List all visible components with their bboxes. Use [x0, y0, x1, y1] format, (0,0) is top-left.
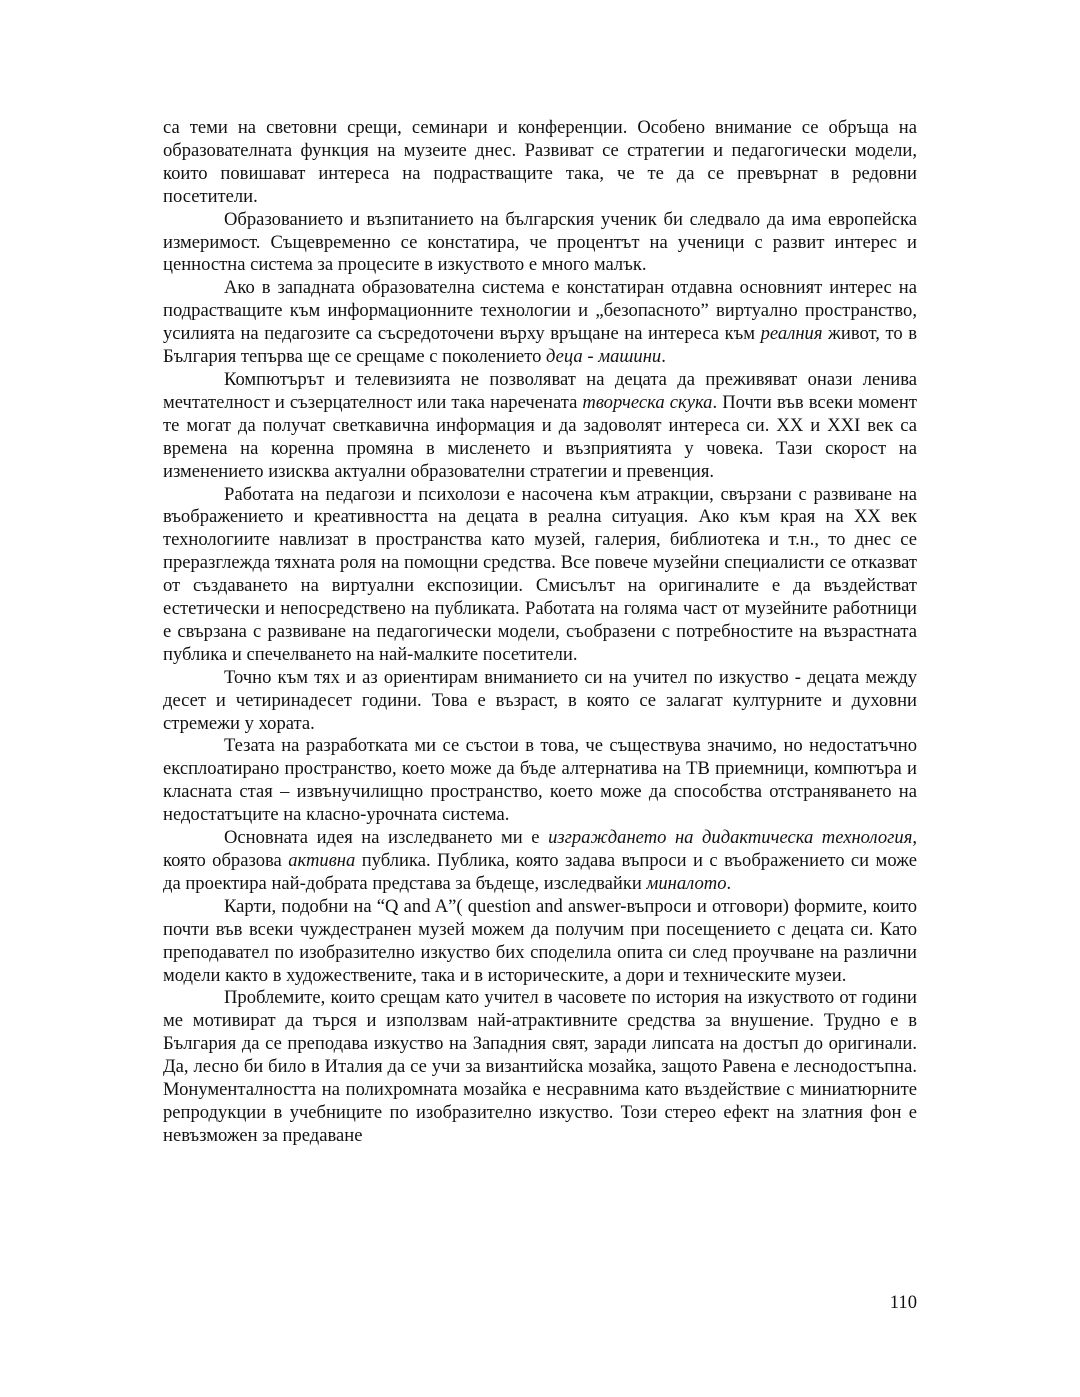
text-run: . Почти във всеки момент те могат да получат светкавична информация и да задоволят интереса си. XX и XXI век са времена на коренна промяна в мисленето и възприятията у човека. Тази скорост на изменението изисква актуални образователни стратегии и превенция.: [163, 391, 917, 482]
text-run: Компютърът и телевизията не позволяват на децата да преживяват онази ленива мечтателност и съзерцателност или така наречената: [163, 368, 917, 413]
paragraph: [163, 667, 917, 736]
text-run: са теми на световни срещи, семинари и конференции. Особено внимание се обръща на образователната функция на музеите днес. Развиват се стратегии и педагогически модели, които повишават интереса на подрастващите така, че те да се превърнат в редовни посетители.: [163, 117, 917, 207]
text-run: Тезата на разработката ми се състои в това, че съществува значимо, но недостатъчно експлоатирано пространство, което може да бъде алтернатива на ТВ приемници, компютъра и класната стая – извънучилищно пространство, което може да способства отстраняването на недостатъците на класно-урочната система.: [163, 735, 917, 826]
paragraph: [163, 209, 917, 278]
text-run: .: [661, 346, 666, 368]
emphasis-text: миналото: [646, 872, 727, 894]
text-run: Проблемите, които срещам като учител в часовете по история на изкуството от години ме мотивират да търся и използвам най-атрактивните средства за внушение. Трудно е в България да се преподава изкуство на Западния свят, заради липсата на достъп до оригинали. Да, лесно би било в Италия да се учи за византийска мозайка, защото Равена е леснодостъпна. Монументалността на полихромната мозайка е несравнима като въздействие с миниатюрните репродукции в учебниците по изобразително изкуство. Този стерео ефект на златния фон е невъзможен за предаване: [163, 987, 917, 1146]
emphasis-text: изграждането на дидактическа технология: [548, 827, 913, 849]
emphasis-text: активна: [288, 850, 356, 871]
page-body: [163, 117, 917, 1148]
paragraph: [163, 987, 917, 1147]
text-run: Ако в западната образователна система е констатиран отдавна основният интерес на подрастващите към информационните технологии и „безопасното” виртуално пространство, усилията на педагозите са съсредоточени върху връщане на интереса към: [163, 277, 917, 345]
text-run: Карти, подобни на “Q and A”( question and answer-въпроси и отговори) формите, които почти във всеки чуждестранен музей можем да получим при посещението с децата си. Като преподавател по изобразително изкуство бих споделила опита си след проучване на различни модели както в художествените, така и в историческите, а дори и техническите музеи.: [163, 895, 917, 986]
page-number: 110: [889, 1292, 917, 1313]
emphasis-text: деца - машини: [546, 346, 662, 368]
paragraph: [163, 369, 917, 484]
text-run: Образованието и възпитанието на българския ученик би следвало да има европейска измеримост. Същевременно се констатира, че процентът на ученици с развит интерес и ценностна система за процесите в изкуството е много малък.: [163, 208, 917, 276]
paragraph: [163, 277, 917, 369]
text-run: Точно към тях и аз ориентирам вниманието си на учител по изкуство - децата между десет и четиринадесет години. Това е възраст, в която се залагат културните и духовни стремежи у хората.: [163, 666, 917, 734]
emphasis-text: реалния: [760, 323, 823, 345]
paragraph: [163, 896, 917, 988]
text-run: , която образова: [163, 827, 917, 871]
paragraph: [163, 484, 917, 667]
text-run: Работата на педагози и психолози е насочена към атракции, свързани с развиване на въображението и креативността на децата в реална ситуация. Ако към края на XX век технологиите навлизат в пространства като музей, галерия, библиотека и т.н., то днес се преразглежда тяхната роля на помощни средства. Все повече музейни специалисти се отказват от създаването на виртуални експозиции. Смисълът на оригиналите е да въздействат естетически и непосредствено на публиката. Работата на голяма част от музейните работници е свързана с развиване на педагогически модели, съобразени с потребностите на възрастната публика и спечелването на най-малките посетители.: [163, 483, 917, 665]
text-run: Основната идея на изследването ми е: [224, 827, 549, 849]
paragraph: [163, 735, 917, 827]
text-run: .: [726, 872, 732, 894]
text-run: живот, то в България тепърва ще се срещаме с поколението: [163, 323, 918, 368]
emphasis-text: творческа скука: [582, 391, 713, 413]
paragraph: [163, 117, 917, 209]
paragraph: [163, 827, 917, 896]
text-run: публика. Публика, която задава въпроси и с въображението си може да проектира най-добрата представа за бъдеще, изследвайки: [163, 850, 918, 894]
